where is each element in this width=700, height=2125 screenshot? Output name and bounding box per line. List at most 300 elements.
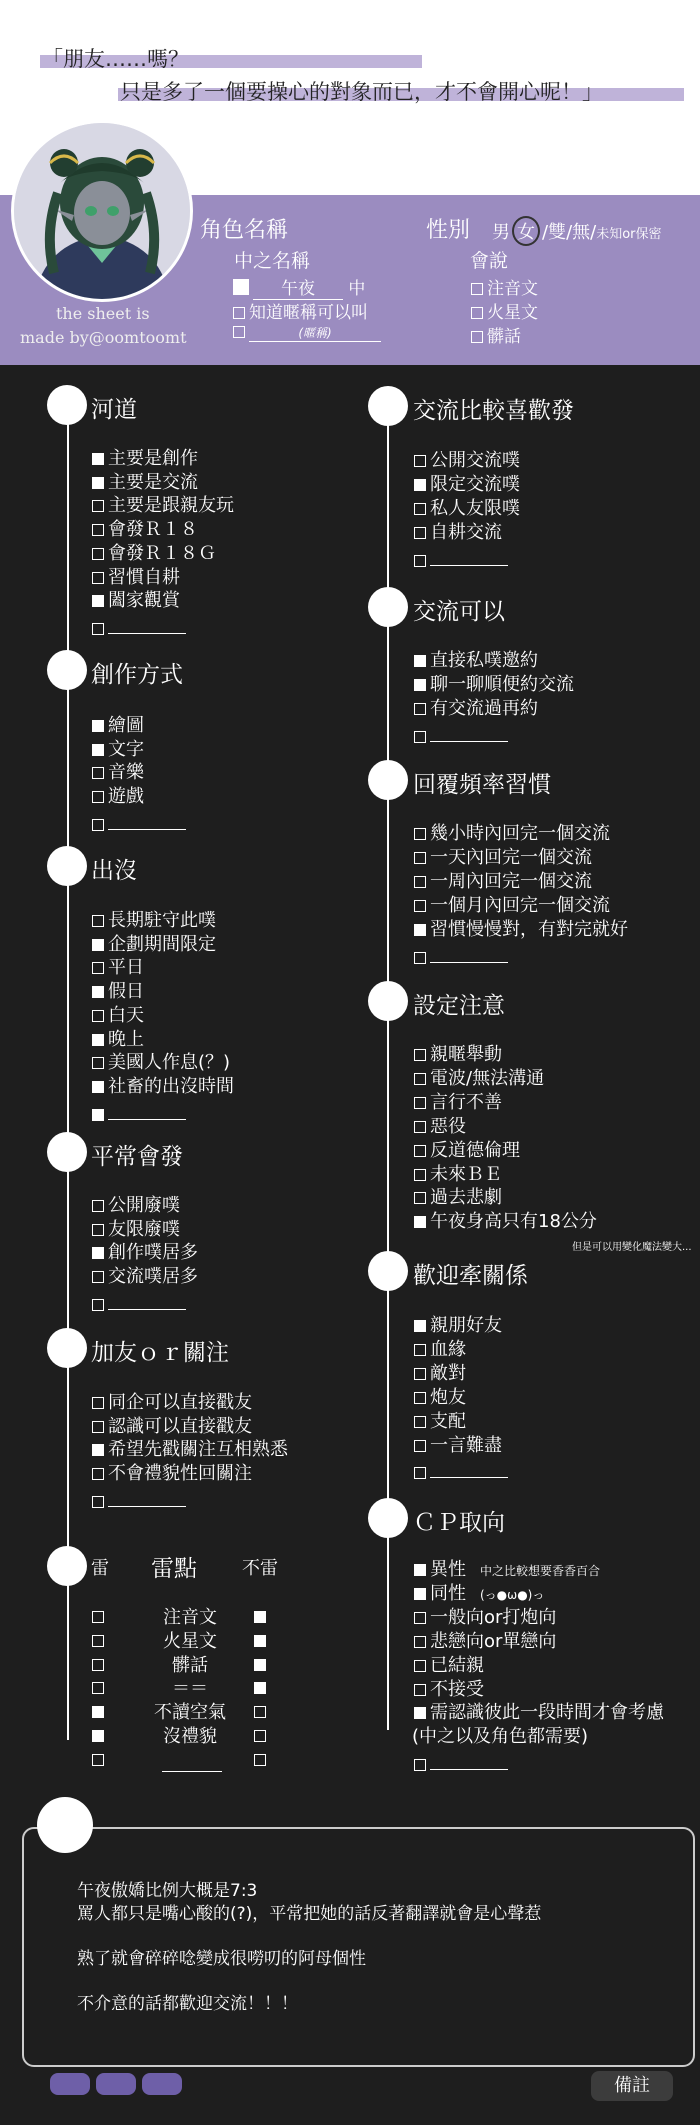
- option-item-text: 親暱舉動: [430, 1044, 502, 1065]
- checkbox: [233, 326, 245, 338]
- option-item-text: 直接私噗邀約: [430, 650, 538, 671]
- mines-mid-title: 雷點: [151, 1556, 197, 1582]
- checkbox: [414, 1467, 426, 1479]
- option-item: [92, 591, 180, 611]
- option-item-text: 聊一聊順便約交流: [430, 673, 574, 695]
- section-dot: [368, 981, 408, 1021]
- remarks-tab: 備註: [591, 2071, 673, 2101]
- mine-checkbox: [92, 1730, 104, 1742]
- speaks-item: [471, 298, 538, 323]
- nickname-option-3: [233, 322, 381, 342]
- option-item-text: (中之以及角色都需要): [412, 1726, 589, 1748]
- checkbox: [92, 720, 104, 732]
- option-item-text: 主要是跟親友玩: [108, 495, 234, 517]
- checkbox: [414, 1612, 426, 1624]
- option-item-text: 公開交流噗: [430, 450, 520, 471]
- option-item-text: 交流噗居多: [108, 1266, 198, 1288]
- checkbox: [414, 1707, 426, 1719]
- checkbox: [92, 623, 104, 635]
- option-item-text: 創作噗居多: [108, 1242, 198, 1264]
- checkbox: [92, 791, 104, 803]
- option-item-text: 友限廢噗: [108, 1218, 180, 1240]
- option-item-text: 私人友限噗: [430, 497, 520, 519]
- avatar: [11, 120, 193, 302]
- checkbox: [414, 828, 426, 840]
- blank-line: [108, 811, 186, 830]
- checkbox: [414, 679, 426, 691]
- option-item-text: 同性: [430, 1582, 466, 1604]
- not-mine-checkbox: [254, 1635, 266, 1647]
- option-item-text: 音樂: [108, 762, 144, 784]
- option-item: [414, 1340, 466, 1360]
- checkbox: [233, 279, 249, 295]
- option-item-text: 美國人作息(？): [108, 1052, 231, 1074]
- section-dot: [47, 1546, 87, 1586]
- option-item-text: 未來ＢＥ: [430, 1163, 502, 1185]
- blank-line: [108, 1488, 186, 1507]
- option-item: [414, 1608, 556, 1628]
- remarks-line: 熟了就會碎碎唸變成很嘮叨的阿母個性: [77, 1948, 366, 1969]
- checkbox: [92, 986, 104, 998]
- option-item: [92, 473, 198, 493]
- option-item-text: 反道德倫理: [430, 1139, 520, 1161]
- section-dot: [47, 846, 87, 886]
- option-item-text: 闔家觀賞: [108, 590, 180, 612]
- gender-options: [492, 216, 662, 246]
- checkbox: [92, 1271, 104, 1283]
- option-item: [414, 1703, 664, 1723]
- checkbox: [92, 1010, 104, 1022]
- option-item: [92, 763, 144, 783]
- option-item: [92, 568, 180, 588]
- checkbox: [471, 283, 483, 295]
- blank-line: [108, 615, 186, 634]
- option-item: [414, 451, 520, 471]
- mine-item: 火星文: [163, 1630, 217, 1652]
- option-item: [92, 982, 144, 1002]
- remarks-line: 罵人都只是嘴心酸的(?)，平常把她的話反著翻譯就會是心聲惹: [77, 1903, 542, 1924]
- checkbox: [414, 1368, 426, 1380]
- option-item: [414, 1584, 544, 1605]
- option-item: [92, 1220, 180, 1240]
- option-item-text: 惡役: [430, 1115, 466, 1137]
- gender-label: 性別: [426, 218, 471, 243]
- checkbox: [92, 767, 104, 779]
- option-item: [92, 1393, 252, 1413]
- option-item: [414, 1459, 508, 1483]
- gender-rest: /雙/無/: [542, 222, 597, 243]
- checkbox: [414, 1588, 426, 1600]
- mine-item: [162, 1751, 222, 1772]
- nickname-suffix: 中: [348, 279, 366, 299]
- option-item-text: 認識可以直接戳友: [108, 1415, 252, 1437]
- option-item-text: 需認識彼此一段時間才會考慮: [430, 1702, 664, 1724]
- option-item-text: 主要是創作: [108, 448, 198, 469]
- mine-checkbox: [92, 1611, 104, 1623]
- option-item-text: 自耕交流: [430, 521, 502, 543]
- checkbox: [92, 1397, 104, 1409]
- speaks-item: [471, 322, 521, 347]
- checkbox: [414, 1216, 426, 1228]
- mine-item: ＝＝: [172, 1678, 208, 1700]
- option-item: [414, 1412, 466, 1432]
- item-note: 中之比較想要香香百合: [480, 1564, 601, 1578]
- checkbox: [414, 1416, 426, 1428]
- option-item: [414, 499, 520, 519]
- section-dot: [47, 385, 87, 425]
- checkbox: [414, 555, 426, 567]
- checkbox: [471, 307, 483, 319]
- option-item-text: 血緣: [430, 1338, 466, 1360]
- option-item: [92, 1417, 252, 1437]
- option-item-text: 遊戲: [108, 786, 144, 808]
- option-item-text: 親朋好友: [430, 1315, 502, 1336]
- section-title: 回覆頻率習慣: [413, 772, 551, 798]
- option-item-text: 社畜的出沒時間: [108, 1075, 234, 1097]
- checkbox: [414, 1073, 426, 1085]
- option-item-text: 悲戀向or單戀向: [430, 1630, 557, 1652]
- option-item: [92, 716, 144, 736]
- nickname-label: 中之名稱: [234, 250, 311, 272]
- option-item: [414, 1093, 502, 1113]
- option-item: [414, 1751, 508, 1775]
- section-title: 交流比較喜歡發: [413, 398, 574, 424]
- option-item: [92, 740, 144, 760]
- checkbox: [414, 900, 426, 912]
- option-item: [414, 723, 508, 747]
- option-item-text: 一天內回完一個交流: [430, 846, 592, 868]
- option-item: [414, 824, 610, 844]
- option-item: [92, 544, 216, 564]
- character-name-label: 角色名稱: [200, 218, 289, 243]
- option-item: [414, 1141, 520, 1161]
- not-mine-checkbox: [254, 1659, 266, 1671]
- option-item: [92, 615, 186, 639]
- remarks-dot: [37, 1797, 93, 1853]
- option-item: [92, 520, 198, 540]
- option-item: [92, 1488, 186, 1512]
- checkbox: [414, 1320, 426, 1332]
- option-item: [92, 1006, 144, 1026]
- option-item-text: 有交流過再約: [430, 697, 538, 719]
- gender-unknown: 未知or保密: [596, 227, 662, 242]
- option-item: [414, 1560, 600, 1581]
- speaks-label: 會說: [470, 250, 509, 272]
- checkbox: [92, 1109, 104, 1121]
- mine-item: 注音文: [163, 1607, 217, 1628]
- option-item: [414, 699, 538, 719]
- option-item: [414, 1388, 466, 1408]
- mine-item: 髒話: [172, 1654, 208, 1676]
- mines-right-title: 不雷: [242, 1558, 278, 1579]
- credit-line-1: the sheet is: [56, 304, 150, 323]
- option-item: [414, 1656, 484, 1676]
- option-item-text: 過去悲劇: [430, 1187, 502, 1209]
- option-item: [414, 1069, 544, 1089]
- option-item: [92, 1440, 288, 1460]
- option-item-text: 文字: [108, 738, 144, 760]
- checkbox: [92, 1496, 104, 1508]
- option-item: [92, 1030, 144, 1050]
- option-item: [92, 935, 216, 955]
- option-item-text: 言行不善: [430, 1091, 502, 1113]
- blank-line: [430, 723, 508, 742]
- checkbox: [414, 852, 426, 864]
- option-item-text: 不會禮貌性回關注: [108, 1463, 252, 1485]
- checkbox: [92, 453, 104, 465]
- option-item: [92, 787, 144, 807]
- checkbox: [414, 876, 426, 888]
- option-item: [414, 1165, 502, 1185]
- option-item: [414, 1045, 502, 1065]
- checkbox: [414, 1169, 426, 1181]
- option-item-text: 主要是交流: [108, 471, 198, 493]
- option-item-text: 晚上: [108, 1028, 144, 1050]
- option-item: [414, 547, 508, 571]
- checkbox: [414, 703, 426, 715]
- option-item-text: 不接受: [430, 1678, 484, 1700]
- option-item: [92, 1101, 186, 1125]
- left-timeline: [67, 400, 69, 1740]
- option-item: [92, 911, 216, 931]
- checkbox: [414, 1660, 426, 1672]
- checkbox: [92, 548, 104, 560]
- section-title: 平常會發: [91, 1144, 183, 1170]
- checkbox: [414, 479, 426, 491]
- section-note: 但是可以用變化魔法變大...: [572, 1242, 692, 1254]
- option-item: [414, 651, 538, 671]
- option-item: [414, 896, 610, 916]
- not-mine-checkbox: [254, 1730, 266, 1742]
- checkbox: [414, 952, 426, 964]
- mine-checkbox: [92, 1635, 104, 1647]
- blank-line: [430, 547, 508, 566]
- option-item: [414, 523, 502, 543]
- option-item: [414, 1680, 484, 1700]
- option-item-text: 習慣慢慢對，有對完就好: [430, 918, 628, 940]
- option-item: [92, 1291, 186, 1315]
- speaks-item: [471, 274, 538, 299]
- checkbox: [92, 477, 104, 489]
- not-mine-checkbox: [254, 1754, 266, 1766]
- checkbox: [233, 307, 245, 319]
- nickname-option-2-text: 知道暱稱可以叫: [249, 303, 368, 323]
- section-title: 河道: [91, 397, 137, 423]
- option-item: [92, 958, 144, 978]
- nickname-value: 午夜: [253, 274, 343, 300]
- option-item-text: 平日: [108, 957, 144, 979]
- option-item-text: 繪圖: [108, 715, 144, 736]
- mine-item: 沒禮貌: [163, 1726, 217, 1747]
- option-item-text: 一個月內回完一個交流: [430, 894, 610, 916]
- checkbox: [92, 915, 104, 927]
- checkbox: [414, 1564, 426, 1576]
- option-item: [414, 1188, 502, 1208]
- option-item: [414, 475, 520, 495]
- blank-line: [108, 1291, 186, 1310]
- section-dot: [47, 650, 87, 690]
- checkbox: [92, 1081, 104, 1093]
- checkbox: [92, 595, 104, 607]
- section-dot: [368, 587, 408, 627]
- quote-line-2: 只是多了一個要操心的對象而已，才不會開心呢！」: [120, 80, 603, 104]
- option-item: [414, 1212, 597, 1232]
- section-dot: [368, 1251, 408, 1291]
- gender-female-selected: 女: [512, 216, 540, 246]
- checkbox: [414, 1636, 426, 1648]
- checkbox: [414, 1684, 426, 1696]
- checkbox: [92, 1034, 104, 1046]
- option-item: [92, 449, 198, 469]
- option-item: [92, 1053, 230, 1073]
- option-item-text: 電波/無法溝通: [430, 1067, 545, 1089]
- section-title: 出沒: [91, 858, 137, 884]
- option-item: [92, 1464, 252, 1484]
- section-dot: [368, 1498, 408, 1538]
- mines-left-title: 雷: [91, 1558, 109, 1579]
- gender-male: 男: [492, 222, 510, 243]
- checkbox: [414, 1145, 426, 1157]
- option-item: [92, 1267, 198, 1287]
- not-mine-checkbox: [254, 1611, 266, 1623]
- checkbox: [414, 527, 426, 539]
- speaks-item-text: 注音文: [487, 279, 538, 299]
- mine-checkbox: [92, 1659, 104, 1671]
- option-item-text: 會發Ｒ１８Ｇ: [108, 542, 216, 564]
- not-mine-checkbox: [254, 1682, 266, 1694]
- option-item: [414, 848, 592, 868]
- remarks-line: 午夜傲嬌比例大概是7:3: [77, 1881, 258, 1901]
- option-item: [414, 675, 574, 695]
- item-note: (っ●ω●)っ: [480, 1587, 545, 1602]
- checkbox: [92, 1444, 104, 1456]
- option-item-text: 白天: [108, 1004, 144, 1026]
- option-item-text: 假日: [108, 981, 144, 1003]
- checkbox: [414, 1440, 426, 1452]
- checkbox: [92, 1224, 104, 1236]
- blank-line: [108, 1101, 186, 1120]
- checkbox: [92, 819, 104, 831]
- checkbox: [414, 1121, 426, 1133]
- option-item: [412, 1727, 588, 1747]
- option-item-text: 企劃期間限定: [108, 933, 216, 955]
- section-dot: [368, 760, 408, 800]
- option-item-text: 習慣自耕: [108, 566, 180, 588]
- checkbox: [414, 455, 426, 467]
- quote-line-1: 「朋友……嗎？: [42, 47, 189, 71]
- checkbox: [92, 939, 104, 951]
- option-item: [92, 811, 186, 835]
- option-item: [414, 1117, 466, 1137]
- checkbox: [414, 1759, 426, 1771]
- option-item: [414, 1436, 502, 1456]
- option-item-text: 會發Ｒ１８: [108, 519, 198, 541]
- option-item: [414, 1364, 466, 1384]
- checkbox: [414, 1192, 426, 1204]
- option-item-text: 異性: [430, 1559, 466, 1580]
- checkbox: [92, 962, 104, 974]
- remarks-line: 不介意的話都歡迎交流！！！: [77, 1993, 298, 2014]
- option-item: [92, 496, 234, 516]
- mine-checkbox: [92, 1754, 104, 1766]
- option-item: [414, 920, 628, 940]
- checkbox: [92, 1057, 104, 1069]
- option-item-text: 限定交流噗: [430, 473, 520, 495]
- credit-line-2: made by@oomtoomt: [20, 328, 187, 347]
- checkbox: [414, 655, 426, 667]
- section-title: 創作方式: [91, 662, 183, 688]
- option-item-text: 一般向or打炮向: [430, 1606, 557, 1628]
- option-item: [414, 1632, 556, 1652]
- section-title: 設定注意: [413, 993, 505, 1019]
- option-item: [92, 1077, 234, 1097]
- nickname-option-2: [233, 298, 368, 323]
- option-item: [414, 872, 592, 892]
- mine-checkbox: [92, 1682, 104, 1694]
- checkbox: [92, 1468, 104, 1480]
- option-item-text: 希望先戳關注互相熟悉: [108, 1439, 288, 1461]
- option-item-text: 一周內回完一個交流: [430, 870, 592, 892]
- checkbox: [92, 1421, 104, 1433]
- checkbox: [414, 1049, 426, 1061]
- checkbox: [92, 1299, 104, 1311]
- speaks-item-text: 火星文: [487, 303, 538, 323]
- checkbox: [414, 1097, 426, 1109]
- option-item-text: 支配: [430, 1410, 466, 1432]
- blank-line: [430, 944, 508, 963]
- not-mine-checkbox: [254, 1706, 266, 1718]
- blank-line: [430, 1459, 508, 1478]
- nickname-placeholder: (暱稱): [249, 324, 381, 342]
- checkbox: [414, 1392, 426, 1404]
- option-item-text: 一言難盡: [430, 1434, 502, 1456]
- blank-line: [430, 1751, 508, 1770]
- section-dot: [368, 386, 408, 426]
- checkbox: [92, 744, 104, 756]
- option-item: [92, 1243, 198, 1263]
- color-swatch-1: [50, 2073, 90, 2095]
- section-dot: [47, 1132, 87, 1172]
- section-title: ＣＰ取向: [413, 1510, 505, 1536]
- checkbox: [92, 500, 104, 512]
- section-title: 歡迎牽關係: [413, 1263, 528, 1289]
- checkbox: [414, 503, 426, 515]
- checkbox: [92, 524, 104, 536]
- checkbox: [92, 572, 104, 584]
- speaks-item-text: 髒話: [487, 327, 521, 347]
- option-item-text: 炮友: [430, 1386, 466, 1408]
- section-title: 加友ｏｒ關注: [91, 1340, 229, 1366]
- option-item: [92, 1196, 180, 1216]
- nickname-option-1: [233, 274, 365, 300]
- option-item-text: 敵對: [430, 1362, 466, 1384]
- checkbox: [414, 1344, 426, 1356]
- checkbox: [414, 731, 426, 743]
- mine-checkbox: [92, 1706, 104, 1718]
- checkbox: [471, 331, 483, 343]
- mine-item: 不讀空氣: [154, 1702, 226, 1724]
- option-item-text: 同企可以直接戳友: [108, 1392, 252, 1413]
- option-item-text: 公開廢噗: [108, 1195, 180, 1216]
- section-title: 交流可以: [413, 599, 505, 625]
- option-item-text: 已結親: [430, 1654, 484, 1676]
- option-item: [414, 1316, 502, 1336]
- checkbox: [414, 924, 426, 936]
- option-item-text: 長期駐守此噗: [108, 910, 216, 931]
- section-dot: [47, 1328, 87, 1368]
- option-item-text: 午夜身高只有18公分: [430, 1211, 597, 1233]
- color-swatch-3: [142, 2073, 182, 2095]
